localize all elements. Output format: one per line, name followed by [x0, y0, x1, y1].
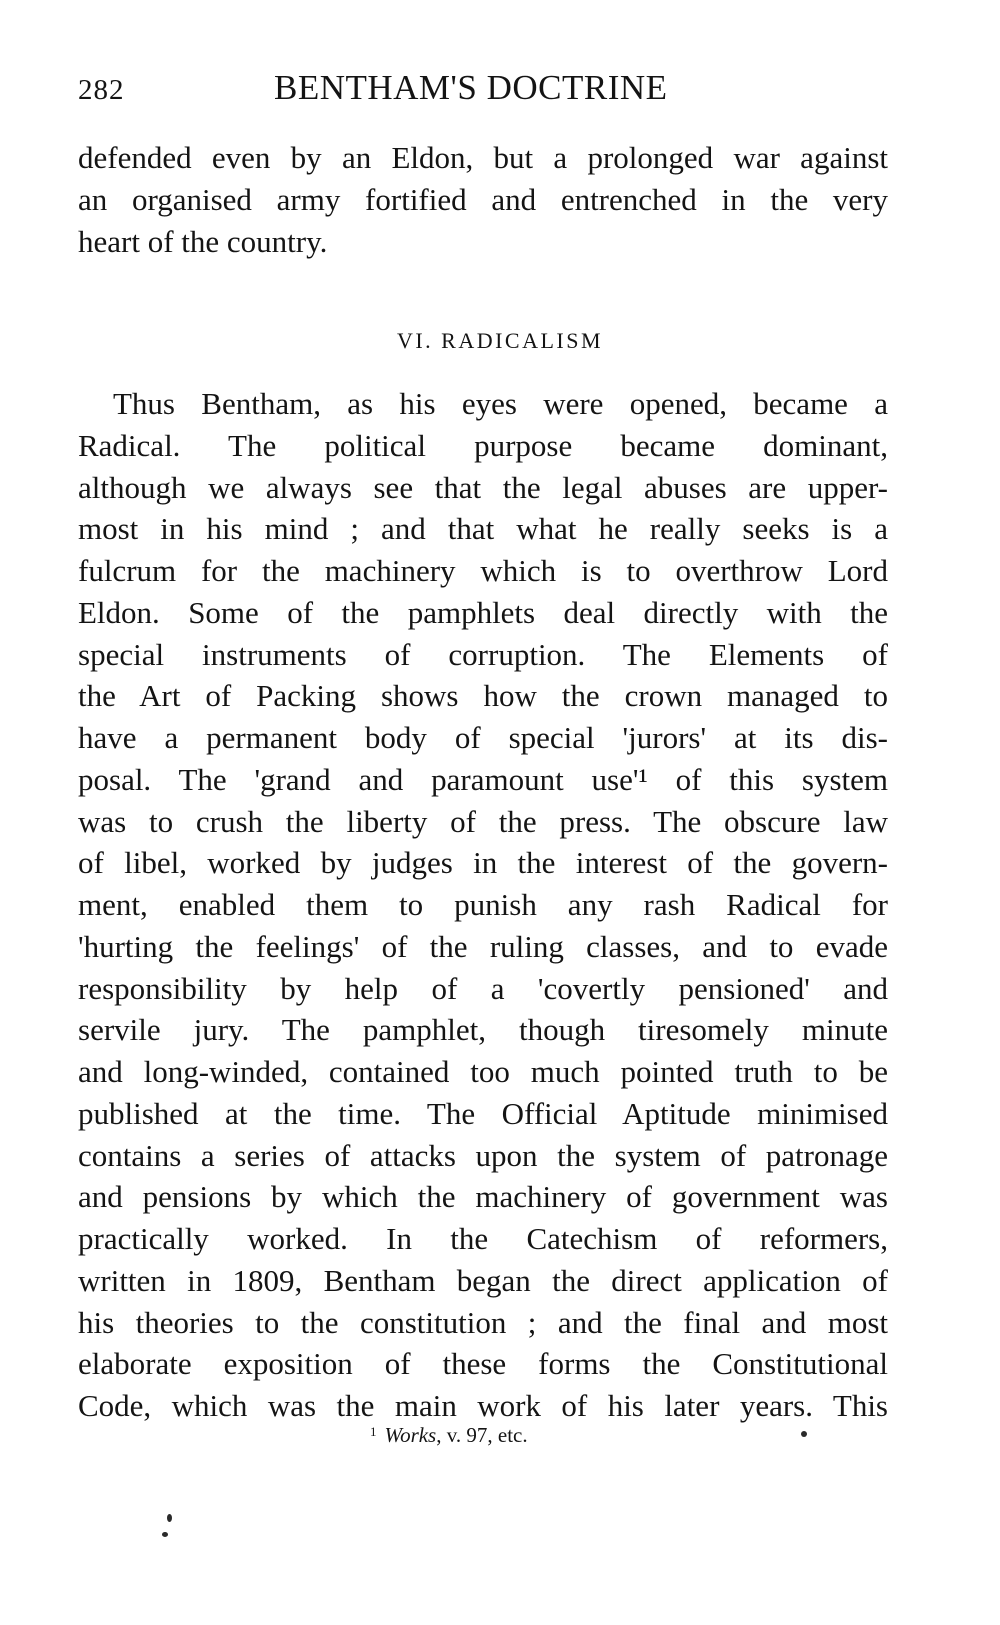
text-line: although we always see that the legal abuses are upper-	[78, 469, 888, 505]
text-line: the Art of Packing shows how the crown managed to	[78, 678, 888, 714]
radicalism-paragraph	[78, 383, 888, 1427]
text-line: Eldon. Some of the pamphlets deal directly with the	[78, 594, 888, 630]
page-number: 282	[78, 74, 125, 106]
text-line: his theories to the constitution ; and the final and most	[78, 1304, 888, 1340]
running-head: BENTHAM'S DOCTRINE	[274, 68, 668, 107]
text-line: ment, enabled them to punish any rash Radical for	[78, 887, 888, 922]
text-line: responsibility by help of a 'covertly pensioned' and	[78, 970, 888, 1006]
page-header	[78, 68, 718, 118]
text-line: have a permanent body of special 'jurors' at its dis-	[78, 720, 888, 755]
text-line: defended even by an Eldon, but a prolonged war against	[78, 140, 888, 175]
text-line: posal. The 'grand and paramount use'¹ of this system	[78, 761, 888, 797]
text-line: contains a series of attacks upon the system of patronage	[78, 1137, 888, 1173]
text-line: written in 1809, Bentham began the direct application of	[78, 1262, 888, 1298]
footnote-reference: , v. 97, etc.	[436, 1423, 528, 1447]
section-heading: VI. RADICALISM	[396, 328, 604, 353]
text-line: heart of the country.	[78, 223, 328, 259]
text-line: and long-winded, contained too much pointed truth to be	[78, 1054, 888, 1089]
footnote	[370, 1423, 528, 1448]
text-line: 'hurting the feelings' of the ruling classes, and to evade	[78, 928, 888, 964]
print-speck	[167, 1514, 172, 1522]
text-line: fulcrum for the machinery which is to overthrow Lord	[78, 553, 888, 588]
print-speck	[801, 1431, 807, 1437]
text-line: most in his mind ; and that what he really seeks is a	[78, 511, 888, 547]
text-line: Code, which was the main work of his later years. This	[78, 1388, 888, 1423]
text-line: Thus Bentham, as his eyes were opened, became a	[113, 386, 888, 421]
text-line: practically worked. In the Catechism of reformers,	[78, 1221, 888, 1256]
text-line: and pensions by which the machinery of government was	[78, 1179, 888, 1215]
text-line: Radical. The political purpose became dominant,	[78, 427, 888, 463]
text-line: elaborate exposition of these forms the Constitutional	[78, 1346, 888, 1382]
text-line: an organised army fortified and entrenched in the very	[78, 181, 888, 217]
text-line: servile jury. The pamphlet, though tiresomely minute	[78, 1012, 888, 1048]
print-speck	[162, 1532, 168, 1537]
text-line: of libel, worked by judges in the interest of the govern-	[78, 845, 888, 881]
text-line: was to crush the liberty of the press. The obscure law	[78, 803, 888, 839]
text-line: special instruments of corruption. The Elements of	[78, 636, 888, 672]
text-line: published at the time. The Official Aptitude minimised	[78, 1095, 888, 1131]
footnote-marker: 1	[370, 1424, 377, 1439]
continued-paragraph	[78, 137, 888, 262]
footnote-title: Works	[384, 1423, 437, 1447]
